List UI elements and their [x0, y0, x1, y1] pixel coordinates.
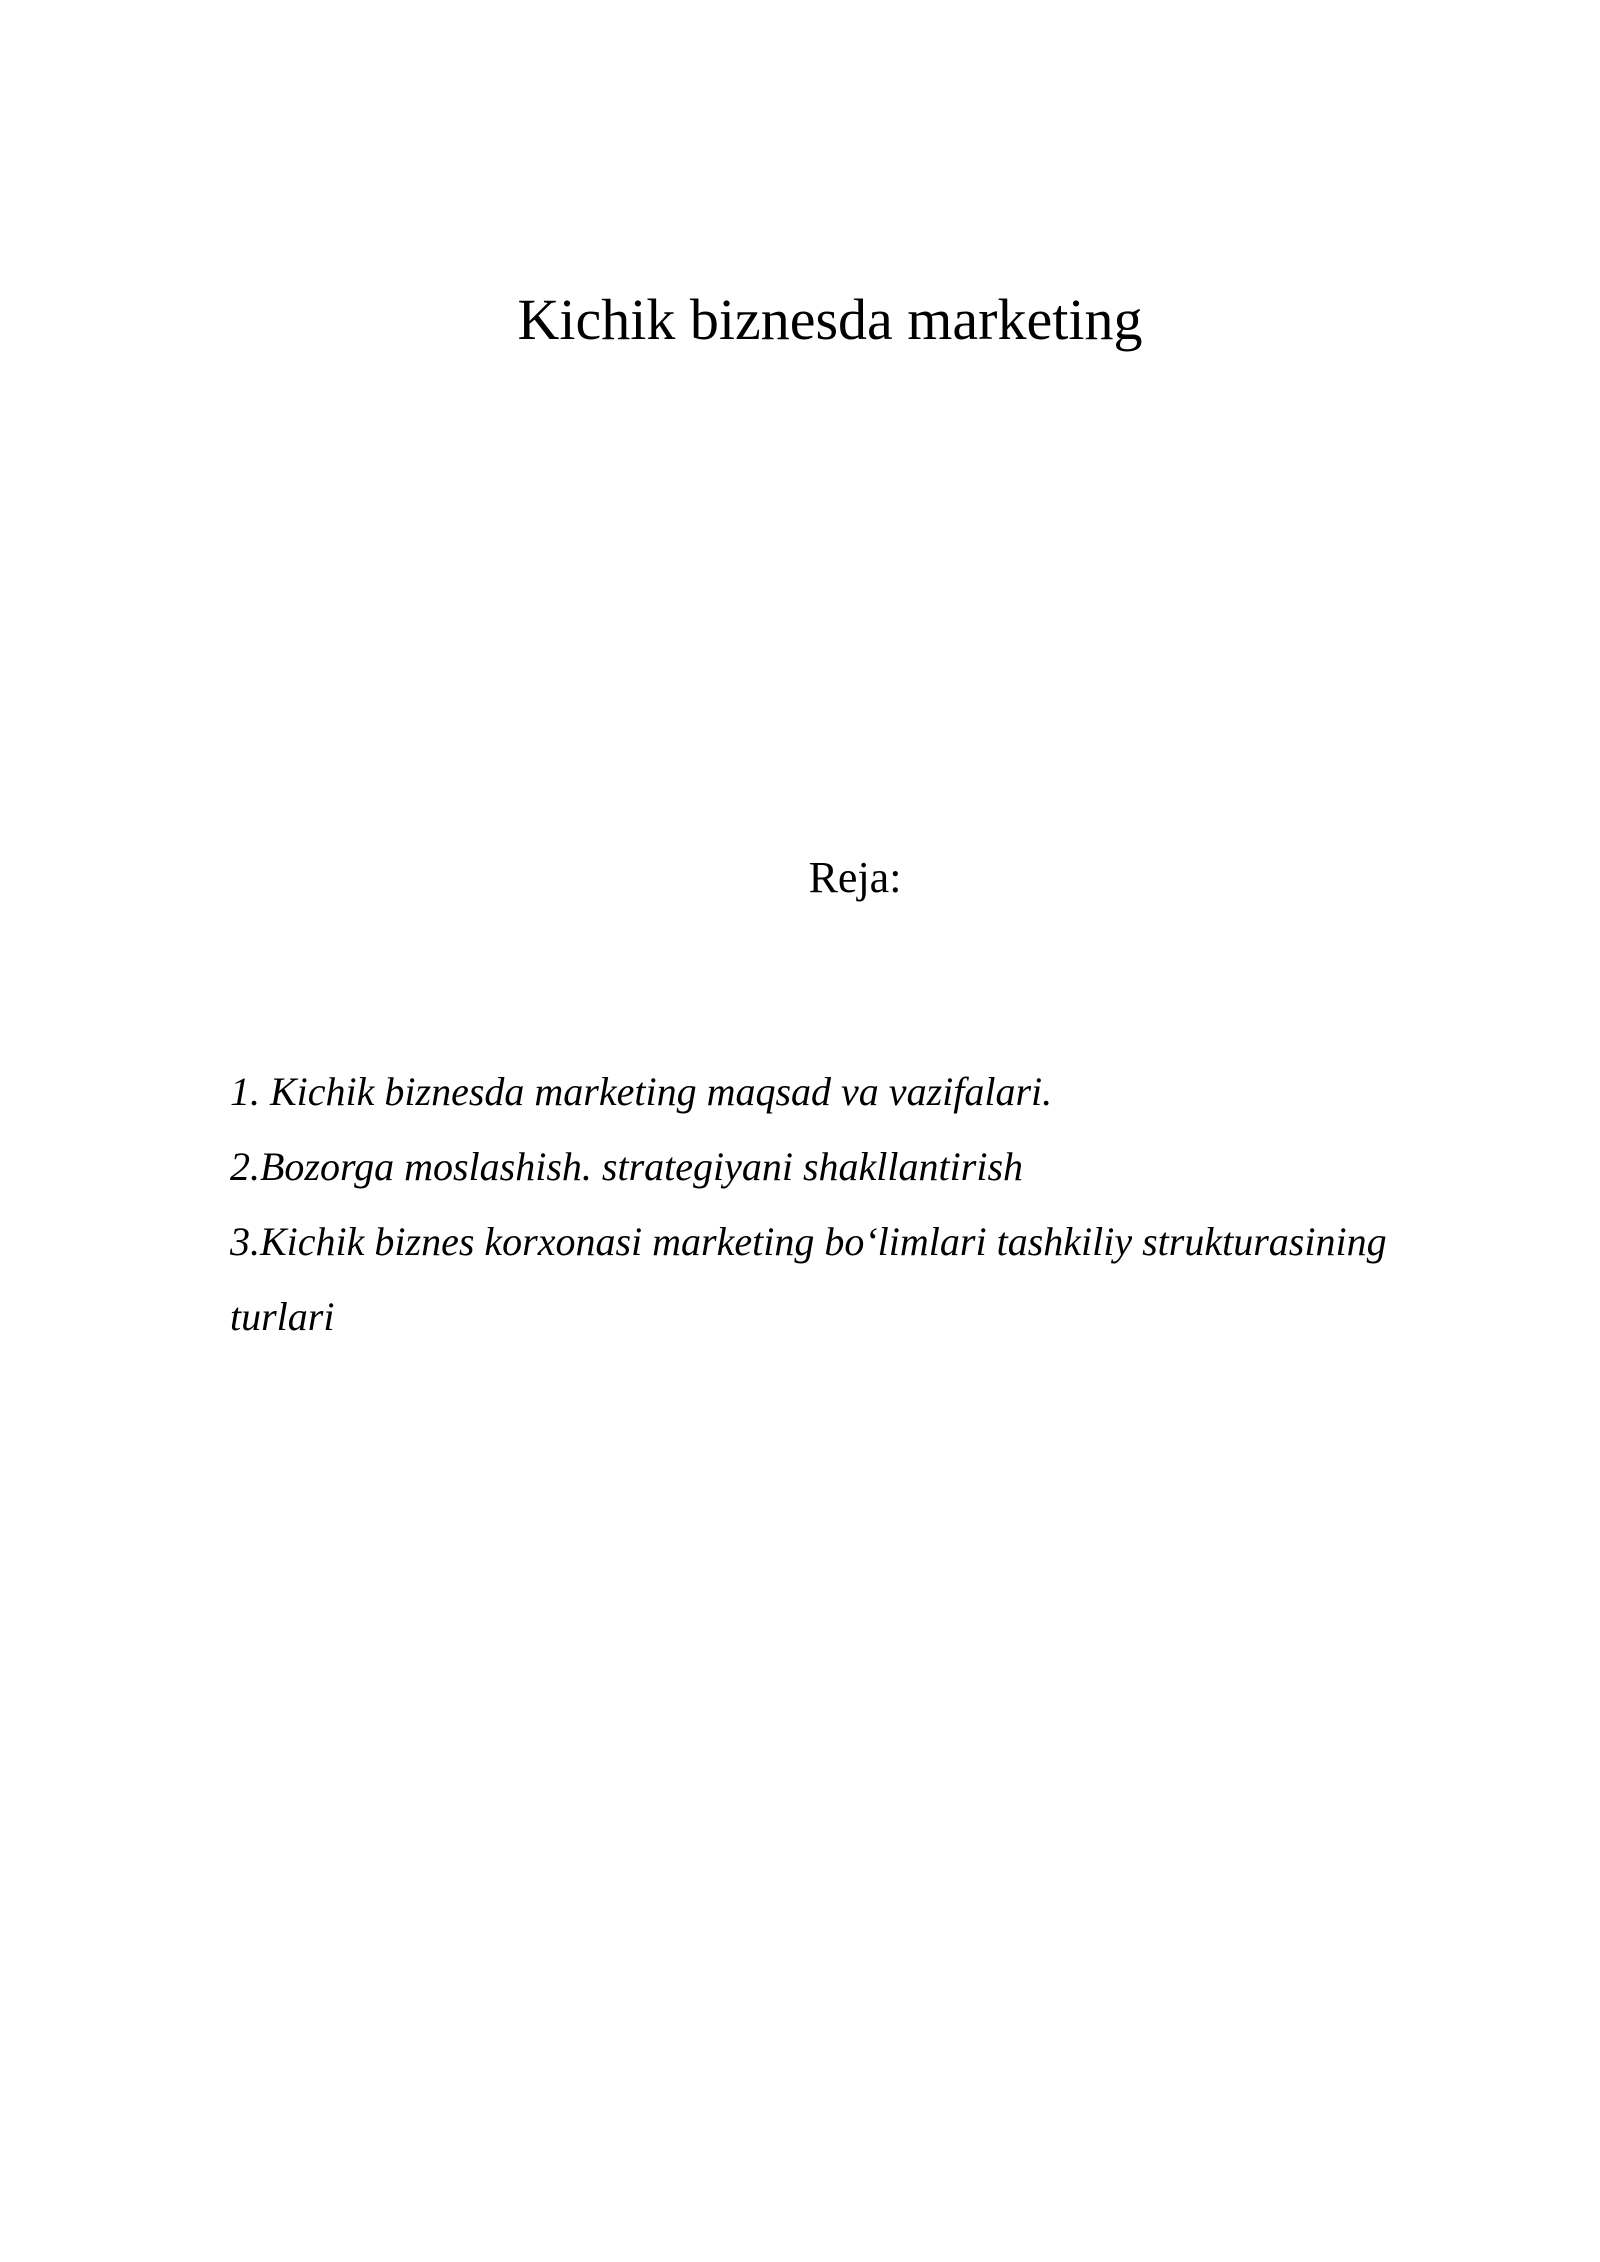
plan-item-1: 1. Kichik biznesda marketing maqsad va vazifalari. [230, 1069, 1053, 1114]
document-title: Kichik biznesda marketing [517, 287, 1143, 352]
plan-heading: Reja: [808, 853, 902, 902]
plan-item-3: 3.Kichik biznes korxonasi marketing bo‘limlari tashkiliy strukturasining turlari [230, 1219, 1387, 1339]
plan-list [230, 1054, 1500, 1354]
plan-item-2: 2.Bozorga moslashish. strategiyani shakllantirish [230, 1144, 1024, 1189]
